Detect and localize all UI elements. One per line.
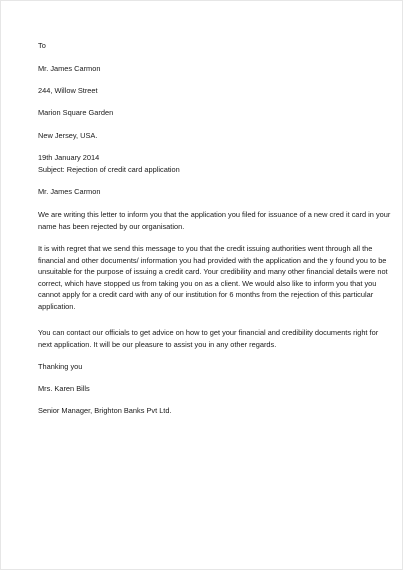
paragraph-line: correct, which have stopped us from taking you on as a client. We would also like to inform you that you	[38, 278, 377, 288]
paragraph-line: unsuitable for the purpose of issuing a credit card. Your credibility and many other financial details were not	[38, 267, 388, 276]
letter-subject: Subject: Rejection of credit card application	[38, 165, 180, 174]
paragraph-line: name has been rejected by our organisation.	[38, 221, 185, 231]
signer-title: Senior Manager, Brighton Banks Pvt Ltd.	[38, 406, 172, 415]
signer-name: Mrs. Karen Bills	[38, 384, 90, 393]
paragraph-line: cannot apply for a credit card with any of our institution for 6 months from the rejection of this particular	[38, 290, 374, 299]
address-area: Marion Square Garden	[38, 108, 114, 117]
paragraph-line: You can contact our officials to get advice on how to get your financial and credibility documents right for	[38, 328, 379, 337]
paragraph-line: We are writing this letter to inform you that the application you filed for issuance of a new cred it card in your	[38, 210, 391, 219]
paragraph-line: It is with regret that we send this message to you that the credit issuing authorities went through all the	[38, 244, 373, 253]
address-state: New Jersey, USA.	[38, 131, 98, 140]
paragraph-rejection-notice	[38, 209, 391, 232]
paragraph-rejection-reasons	[38, 243, 388, 312]
to-label: To	[38, 41, 46, 50]
paragraph-line: financial and other documents/ information you had provided with the application and the y found you to be	[38, 255, 387, 265]
letter-date: 19th January 2014	[38, 153, 100, 162]
paragraph-line: application.	[38, 301, 76, 311]
letter-greeting: Mr. James Carmon	[38, 187, 101, 196]
recipient-name: Mr. James Carmon	[38, 64, 101, 73]
paragraph-contact-advice	[38, 327, 379, 350]
closing-line: Thanking you	[38, 362, 83, 371]
address-street: 244, Willow Street	[38, 86, 98, 95]
paragraph-line: next application. It will be our pleasure to assist you in any other regards.	[38, 339, 277, 349]
